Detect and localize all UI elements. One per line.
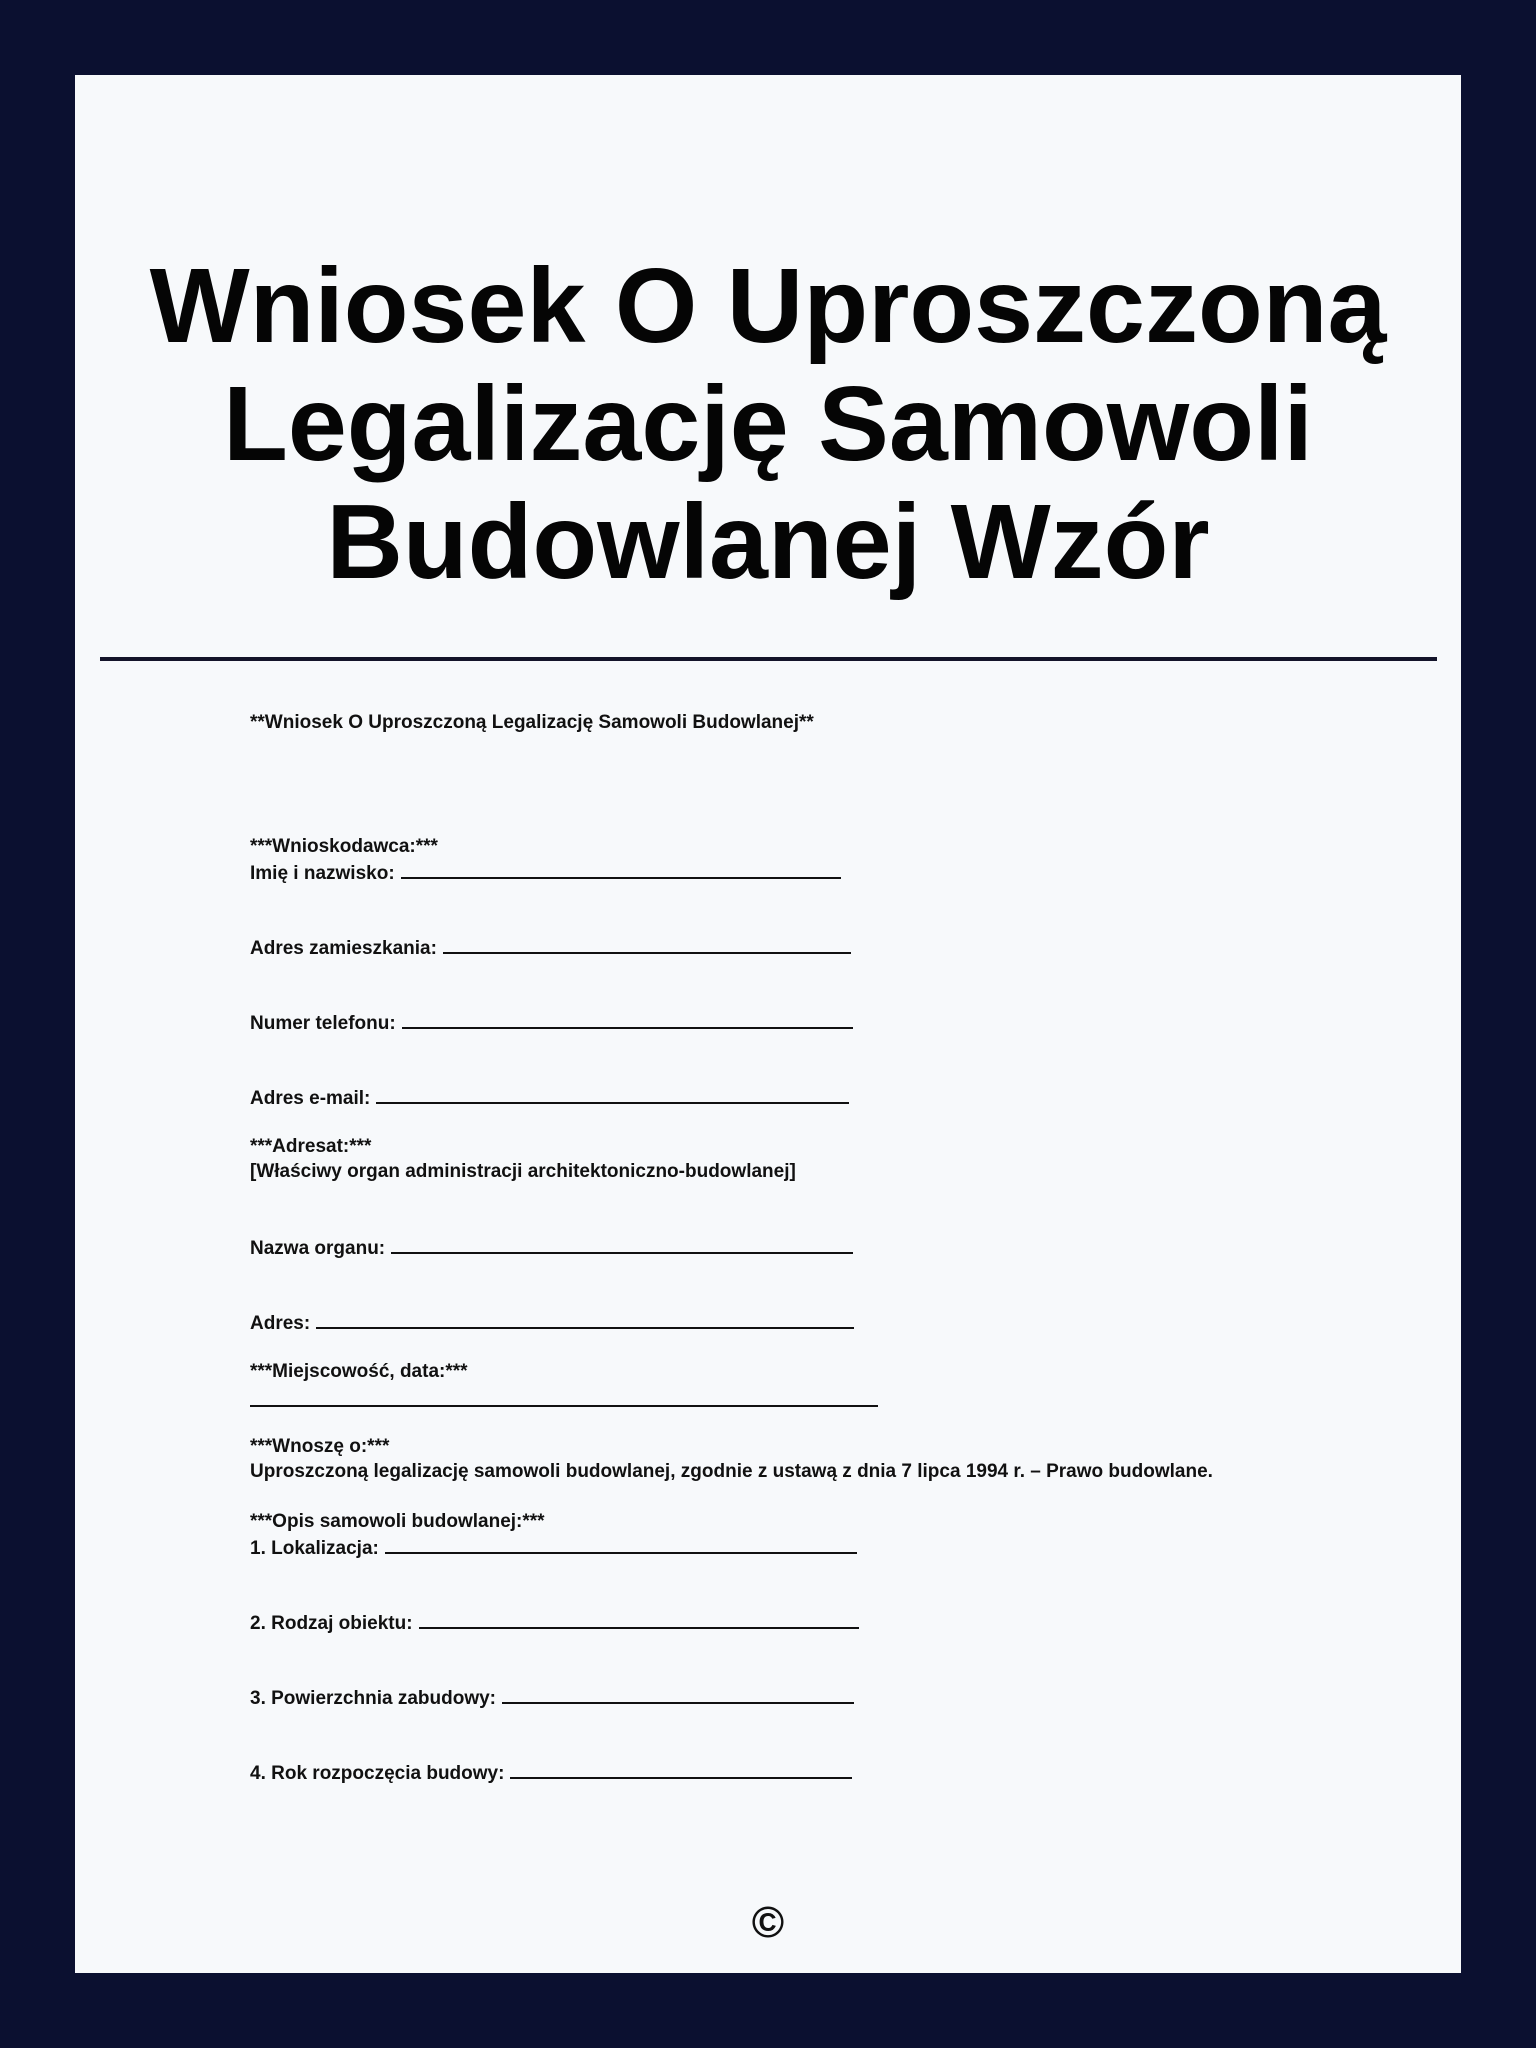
area-row — [250, 1684, 854, 1711]
place-date-header: ***Miejscowość, data:*** — [250, 1361, 468, 1382]
authority-address-label: Adres: — [250, 1313, 311, 1334]
request-section-header: ***Wnoszę o:*** — [250, 1436, 390, 1457]
object-type-row — [250, 1609, 859, 1636]
authority-name-label: Nazwa organu: — [250, 1238, 386, 1259]
area-label: 3. Powierzchnia zabudowy: — [250, 1688, 496, 1709]
object-type-label: 2. Rodzaj obiektu: — [250, 1613, 413, 1634]
addressee-section-header: ***Adresat:*** — [250, 1136, 372, 1157]
authority-note: [Właściwy organ administracji architektoniczno-budowlanej] — [250, 1161, 796, 1182]
authority-address-row — [250, 1309, 854, 1336]
authority-name-field[interactable] — [391, 1234, 853, 1254]
location-row — [250, 1534, 857, 1561]
copyright-mark: © — [751, 1898, 785, 1947]
phone-row — [250, 1009, 853, 1036]
object-type-field[interactable] — [419, 1609, 859, 1629]
authority-name-row — [250, 1234, 853, 1261]
title-divider — [100, 657, 1437, 661]
email-row — [250, 1084, 849, 1111]
email-field[interactable] — [376, 1084, 849, 1104]
applicant-section-header: ***Wnioskodawca:*** — [250, 836, 438, 857]
title-line-3: Budowlanej Wzór — [326, 483, 1210, 601]
phone-field[interactable] — [402, 1009, 853, 1029]
area-field[interactable] — [502, 1684, 854, 1704]
authority-address-field[interactable] — [316, 1309, 854, 1329]
description-section-header: ***Opis samowoli budowlanej:*** — [250, 1511, 545, 1532]
address-label: Adres zamieszkania: — [250, 938, 437, 959]
request-text: Uproszczoną legalizację samowoli budowlanej, zgodnie z ustawą z dnia 7 lipca 1994 r. – Prawo budowlane. — [250, 1461, 1213, 1482]
form-heading: **Wniosek O Uproszczoną Legalizację Samowoli Budowlanej** — [250, 712, 814, 733]
address-field[interactable] — [443, 934, 851, 954]
location-label: 1. Lokalizacja: — [250, 1538, 379, 1559]
document-page — [75, 75, 1461, 1973]
title-line-1: Wniosek O Uproszczoną — [149, 247, 1387, 365]
start-year-row — [250, 1759, 852, 1786]
name-label: Imię i nazwisko: — [250, 863, 395, 884]
start-year-field[interactable] — [510, 1759, 852, 1779]
name-row — [250, 859, 841, 886]
title-line-2: Legalizację Samowoli — [223, 365, 1313, 483]
place-date-field[interactable] — [250, 1405, 878, 1407]
location-field[interactable] — [385, 1534, 857, 1554]
start-year-label: 4. Rok rozpoczęcia budowy: — [250, 1763, 505, 1784]
email-label: Adres e-mail: — [250, 1088, 371, 1109]
name-field[interactable] — [401, 859, 841, 879]
phone-label: Numer telefonu: — [250, 1013, 396, 1034]
page-title — [75, 247, 1461, 601]
address-row — [250, 934, 851, 961]
